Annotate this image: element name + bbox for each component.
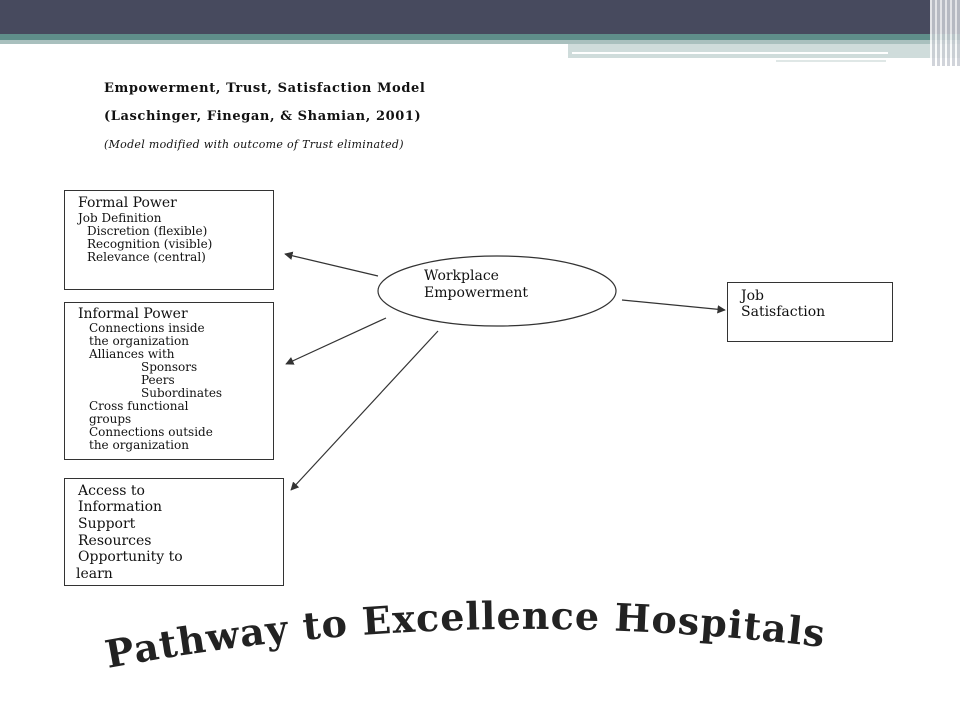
access-line: Opportunity to — [78, 549, 183, 565]
access-line: Resources — [78, 533, 152, 549]
formal-power-heading: Formal Power — [78, 195, 177, 211]
informal-power-line: Subordinates — [141, 386, 223, 400]
workplace-empowerment-line: Workplace — [424, 268, 499, 284]
job-satisfaction-line: Job — [741, 288, 765, 304]
informal-power-line: the organization — [89, 334, 189, 348]
informal-power-line: the organization — [89, 438, 189, 452]
job-satisfaction-line: Satisfaction — [741, 304, 826, 320]
slide-title: Empowerment, Trust, Satisfaction Model — [104, 81, 426, 96]
informal-power-line: Sponsors — [141, 360, 198, 374]
informal-power-heading: Informal Power — [78, 306, 188, 322]
informal-power-line: Peers — [141, 373, 175, 387]
informal-power-line: Cross functional — [89, 399, 189, 413]
formal-power-line: Job Definition — [78, 211, 162, 225]
informal-power-line: Connections inside — [89, 321, 205, 335]
access-line: learn — [76, 566, 113, 582]
banner-text: Pathway to Excellence Hospitals — [101, 592, 829, 677]
workplace-empowerment-line: Empowerment — [424, 285, 529, 301]
slide-citation: (Laschinger, Finegan, & Shamian, 2001) — [104, 109, 422, 124]
access-line: Access to — [78, 483, 145, 499]
informal-power-line: groups — [89, 412, 132, 426]
informal-power-line: Connections outside — [89, 425, 213, 439]
access-line: Support — [78, 516, 136, 532]
formal-power-line: Discretion (flexible) — [87, 224, 208, 238]
formal-power-line: Relevance (central) — [87, 250, 206, 264]
formal-power-line: Recognition (visible) — [87, 237, 213, 251]
access-line: Information — [78, 499, 163, 515]
informal-power-line: Alliances with — [89, 347, 175, 361]
slide-note: (Model modified with outcome of Trust eliminated) — [104, 138, 404, 151]
